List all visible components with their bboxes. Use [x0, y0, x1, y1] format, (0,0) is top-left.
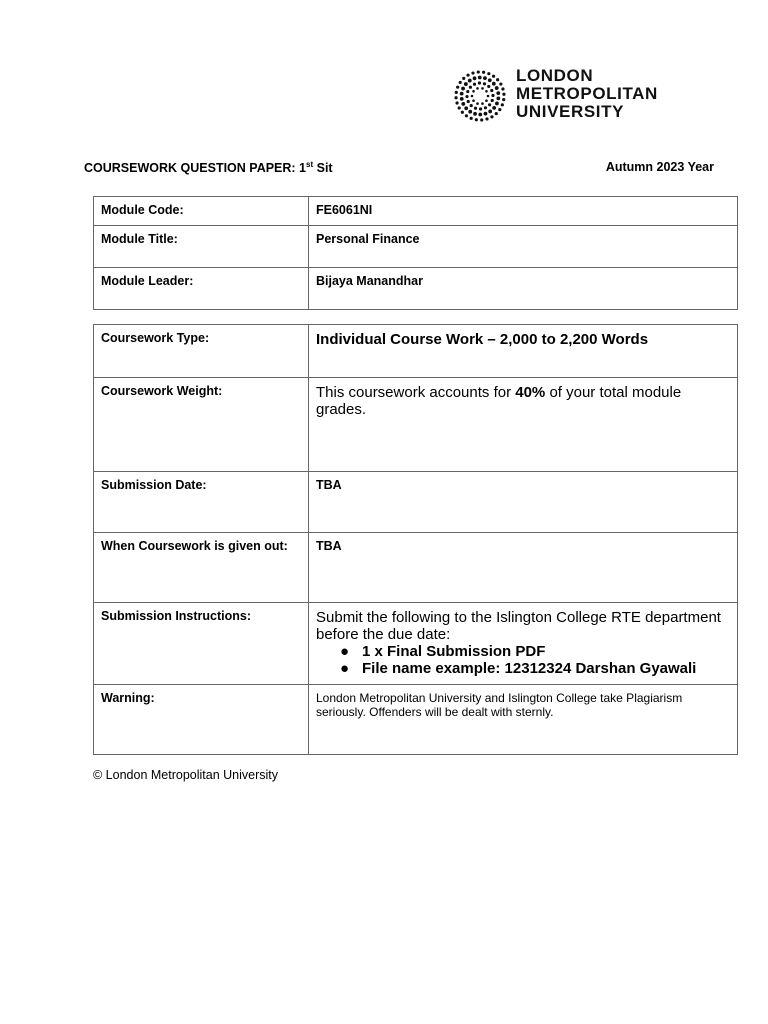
logo-dot — [490, 115, 493, 118]
logo-line-1: LONDON — [516, 66, 594, 85]
logo-dot — [473, 83, 476, 86]
table-row — [94, 603, 738, 685]
logo-dot — [471, 71, 474, 74]
logo-dot — [459, 81, 462, 84]
bullet-icon: ● — [340, 643, 350, 660]
given-out-value: TBA — [309, 533, 738, 603]
logo-dot — [467, 100, 470, 103]
logo-dot — [484, 112, 488, 116]
logo-dot — [485, 117, 488, 120]
module-leader-label: Module Leader: — [94, 268, 309, 310]
instruction-item-text: 1 x Final Submission PDF — [362, 643, 546, 660]
logo-dot — [488, 103, 491, 106]
paper-heading — [84, 160, 333, 175]
logo-dot — [460, 92, 464, 96]
logo-dot — [478, 113, 482, 117]
logo-dot — [502, 93, 505, 96]
logo-dot — [482, 71, 485, 74]
table-row — [94, 378, 738, 472]
logo-dot — [460, 97, 464, 101]
logo-dot — [472, 99, 475, 102]
logo-dot — [465, 114, 468, 117]
logo-dot — [490, 89, 493, 92]
logo-dot — [462, 77, 465, 80]
logo-dot — [464, 82, 468, 86]
logo-line-2: METROPOLITAN — [516, 84, 658, 103]
table-row — [94, 685, 738, 755]
instructions-text: Submit the following to the Islington College RTE department before the due date: — [316, 609, 721, 643]
logo-dot — [461, 111, 464, 114]
weight-text-pre: This coursework accounts for — [316, 384, 516, 401]
warning-label: Warning: — [94, 685, 309, 755]
logo-dot — [469, 86, 472, 89]
logo-dot — [476, 102, 479, 105]
module-leader-value: Bijaya Manandhar — [309, 268, 738, 310]
table-row — [94, 268, 738, 310]
logo-dot — [465, 95, 468, 98]
given-out-label: When Coursework is given out: — [94, 533, 309, 603]
coursework-type-label: Coursework Type: — [94, 325, 309, 378]
logo-dot — [492, 75, 495, 78]
logo-dot — [487, 85, 490, 88]
module-title-value: Personal Finance — [309, 226, 738, 268]
table-row — [94, 325, 738, 378]
logo-dot — [496, 96, 500, 100]
logo-dot — [479, 107, 482, 110]
logo-dot — [478, 81, 481, 84]
logo-dot — [475, 118, 478, 121]
instructions-list — [316, 643, 730, 677]
logo-dot — [466, 90, 469, 93]
logo-dot — [481, 102, 484, 105]
logo-dot — [495, 102, 499, 106]
table-row — [94, 533, 738, 603]
logo-dot — [491, 94, 494, 97]
logo-dot — [455, 101, 458, 104]
logo-dot — [456, 86, 459, 89]
logo-dot — [474, 107, 477, 110]
coursework-weight-value — [309, 378, 738, 472]
list-item — [340, 660, 730, 677]
university-logo-mark-icon — [452, 68, 508, 124]
submission-instructions-value — [309, 603, 738, 685]
logo-dot — [491, 99, 494, 102]
logo-dot — [487, 72, 490, 75]
coursework-weight-label: Coursework Weight: — [94, 378, 309, 472]
logo-dot — [483, 76, 487, 80]
copyright-footer: © London Metropolitan University — [93, 768, 278, 782]
list-item — [340, 643, 730, 660]
instruction-item-text: File name example: 12312324 Darshan Gyawali — [362, 660, 697, 677]
logo-dot — [461, 102, 465, 106]
coursework-table — [93, 324, 738, 755]
logo-dot — [495, 112, 498, 115]
logo-dot — [468, 110, 472, 114]
submission-instructions-label: Submission Instructions: — [94, 603, 309, 685]
paper-heading-sit: Sit — [313, 161, 333, 175]
logo-dot — [473, 112, 477, 116]
logo-dot — [468, 79, 472, 83]
module-code-label: Module Code: — [94, 197, 309, 226]
logo-dot — [488, 78, 492, 82]
table-row — [94, 472, 738, 533]
logo-dot — [454, 96, 457, 99]
logo-dot — [477, 70, 480, 73]
logo-dot — [484, 106, 487, 109]
logo-dot — [473, 76, 477, 80]
bullet-icon: ● — [340, 660, 350, 677]
paper-heading-sup: st — [306, 160, 314, 169]
submission-date-label: Submission Date: — [94, 472, 309, 533]
paper-heading-text: COURSEWORK QUESTION PAPER: 1 — [84, 161, 307, 175]
logo-dot — [501, 103, 504, 106]
logo-dot — [498, 108, 501, 111]
logo-dot — [496, 91, 500, 95]
logo-dot — [502, 98, 505, 101]
logo-dot — [466, 74, 469, 77]
logo-dot — [495, 86, 499, 90]
logo-dot — [496, 78, 499, 81]
table-row — [94, 197, 738, 226]
weight-text-post: of your total module grades. — [316, 384, 682, 418]
module-code-value: FE6061NI — [309, 197, 738, 226]
logo-dot — [458, 106, 461, 109]
logo-dot — [470, 104, 473, 107]
logo-dot — [499, 82, 502, 85]
term-year: Autumn 2023 Year — [605, 160, 714, 174]
logo-dot — [472, 90, 475, 93]
logo-dot — [488, 110, 492, 114]
logo-dot — [481, 87, 484, 90]
logo-dot — [476, 87, 479, 90]
coursework-type-value: Individual Course Work – 2,000 to 2,200 Words — [309, 325, 738, 378]
logo-line-3: UNIVERSITY — [516, 102, 625, 121]
warning-value: London Metropolitan University and Islington College take Plagiarism seriously. Offenders will be dealt with sternly. — [309, 685, 738, 755]
university-logo — [452, 66, 692, 126]
logo-dot — [492, 82, 496, 86]
logo-dot — [464, 106, 468, 110]
logo-dot — [487, 95, 490, 98]
logo-dot — [455, 91, 458, 94]
logo-dot — [478, 76, 482, 80]
logo-dot — [471, 95, 474, 98]
logo-dot — [461, 87, 465, 91]
logo-dot — [501, 87, 504, 90]
logo-dot — [470, 117, 473, 120]
module-table — [93, 196, 738, 310]
logo-dot — [480, 118, 483, 121]
logo-dot — [485, 90, 488, 93]
table-row — [94, 226, 738, 268]
logo-dot — [485, 99, 488, 102]
logo-dot — [492, 106, 496, 110]
module-title-label: Module Title: — [94, 226, 309, 268]
submission-date-value: TBA — [309, 472, 738, 533]
logo-dot — [483, 82, 486, 85]
weight-percent: 40% — [515, 384, 546, 401]
